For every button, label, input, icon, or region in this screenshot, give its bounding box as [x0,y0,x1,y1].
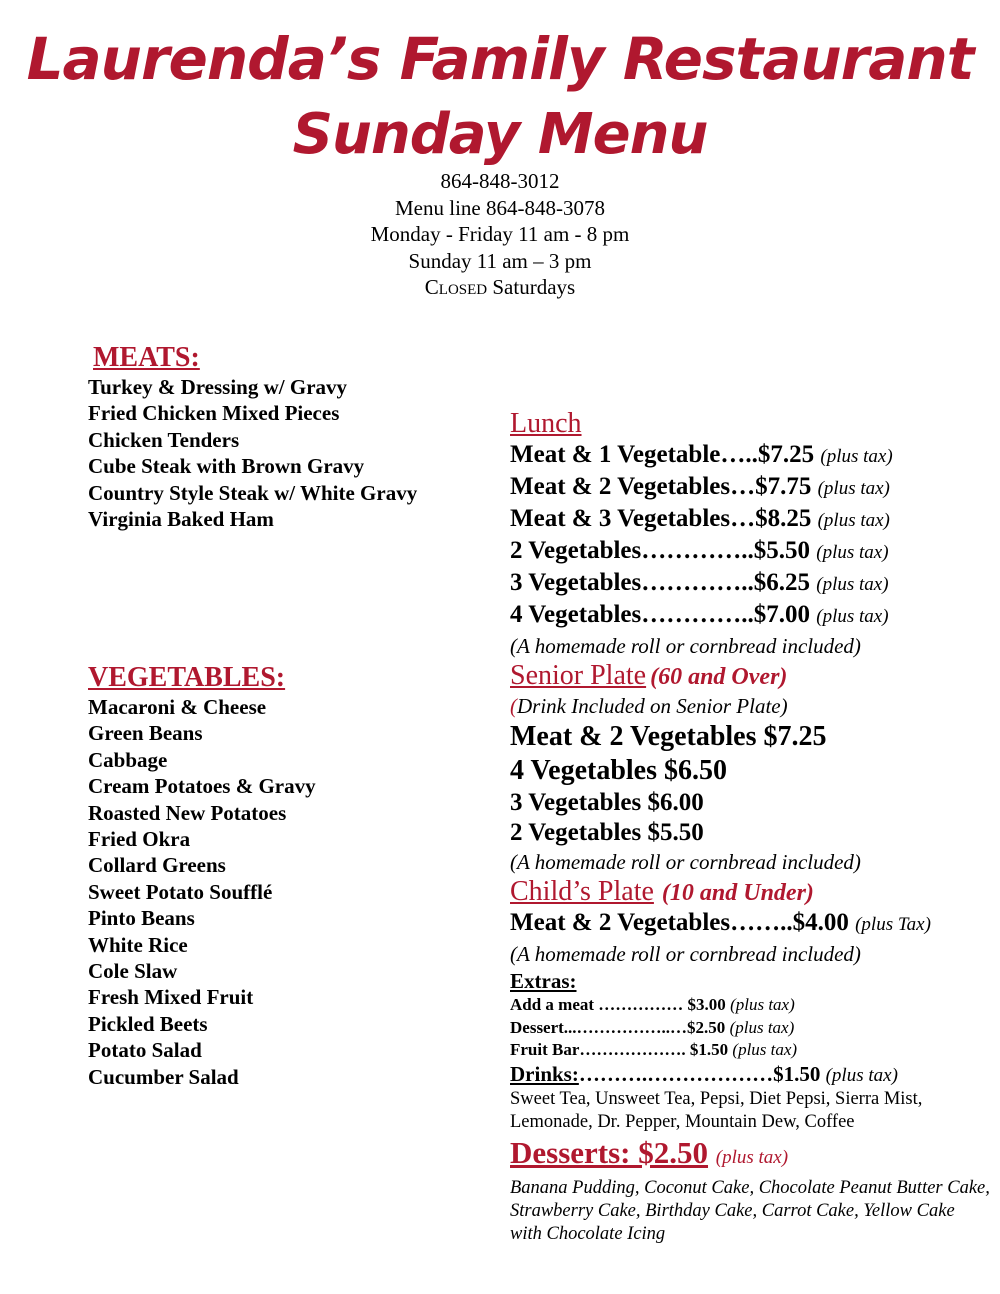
list-item: Sweet Potato Soufflé [88,879,273,904]
lunch-section [510,408,990,660]
list-item: Chicken Tenders [88,427,240,452]
desserts-row [510,1134,990,1177]
desserts-list: Banana Pudding, Coconut Cake, Chocolate Peanut Butter Cake, Strawberry Cake, Birthday Cake, Carrot Cake, Yellow Cake with Chocolate Icing [510,1177,990,1244]
list-item: Pickled Beets [88,1011,208,1036]
price-row [510,504,990,536]
extra-row [510,994,990,1017]
drinks-row [510,1062,990,1088]
tax-note: (plus tax) [820,446,893,467]
price-row [510,908,990,940]
tax-note: (plus tax) [715,1146,789,1168]
paren: ( [510,694,517,718]
meats-heading: MEATS: [93,342,200,373]
vegetables-list [88,694,488,1090]
child-note: (A homemade roll or cornbread included) [510,942,861,966]
list-item: Fried Okra [88,827,191,852]
extras-heading: Extras: [510,969,577,993]
hours-sunday: Sunday 11 am – 3 pm [408,248,592,273]
senior-section [510,660,990,876]
extra-row [510,1017,990,1040]
desserts-heading: Desserts: $2.50 [510,1134,709,1170]
lunch-heading: Lunch [510,408,582,439]
price-row [510,568,990,600]
tax-note: (plus tax) [816,606,889,627]
drinks-heading: Drinks: [510,1061,579,1086]
senior-age-note: (60 and Over) [650,664,788,690]
list-item: Macaroni & Cheese [88,695,267,719]
drinks-section [510,1062,990,1134]
tax-note: (plus tax) [817,478,890,499]
list-item: Turkey & Dressing w/ Gravy [88,375,348,399]
price-label: 3 Vegetables…………..$6.25 [510,569,810,596]
list-item: Cream Potatoes & Gravy [88,774,316,799]
list-item: Collard Greens [88,853,226,878]
closed-day: Saturdays [492,275,576,299]
extra-label: Fruit Bar………………. $1.50 [510,1040,729,1059]
hours-weekday: Monday - Friday 11 am - 8 pm [370,222,630,246]
meats-section [88,342,488,532]
list-item: Roasted New Potatoes [88,800,287,825]
list-item: Country Style Steak w/ White Gravy [88,480,418,505]
closed-word: Closed [424,275,488,299]
price-label: 4 Vegetables…………..$7.00 [510,601,810,628]
list-item: Potato Salad [88,1038,202,1063]
senior-item: 2 Vegetables $5.50 [510,819,704,846]
senior-item: 4 Vegetables $6.50 [510,755,727,786]
list-item: Cucumber Salad [88,1064,239,1089]
meats-list [88,374,488,532]
list-item: Fresh Mixed Fruit [88,985,254,1010]
tax-note: (plus tax) [732,1040,798,1059]
list-item: Cube Steak with Brown Gravy [88,454,365,479]
list-item: Cabbage [88,747,168,772]
extras-section [510,968,990,1062]
senior-item: Meat & 2 Vegetables $7.25 [510,721,827,752]
lunch-note: (A homemade roll or cornbread included) [510,634,861,658]
pricing-column [510,408,990,1246]
drinks-list: Sweet Tea, Unsweet Tea, Pepsi, Diet Pepsi, Sierra Mist, Lemonade, Dr. Pepper, Mountain Dew, Coffee [510,1088,923,1132]
price-row [510,600,990,632]
child-heading: Child’s Plate [510,876,654,907]
price-row [510,472,990,504]
menu-line: Menu line 864-848-3078 [395,195,605,220]
tax-note: (plus tax) [730,995,795,1014]
tax-note: (plus tax) [729,1017,795,1037]
restaurant-name: Laurenda’s Family Restaurant [26,25,974,93]
vegetables-heading: VEGETABLES: [88,662,286,693]
list-item: White Rice [88,932,188,957]
vegetables-section [88,662,488,1090]
tax-note: (plus Tax) [855,914,931,935]
extra-row [510,1039,990,1062]
senior-drink-text: Drink Included on Senior Plate) [517,694,788,718]
senior-item: 3 Vegetables $6.00 [510,789,704,816]
desserts-section [510,1134,990,1246]
tax-note: (plus tax) [825,1064,898,1086]
price-row [510,440,990,472]
child-age-note: (10 and Under) [661,880,814,906]
tax-note: (plus tax) [816,542,889,563]
phone-number: 864-848-3012 [440,169,560,193]
price-label: Meat & 2 Vegetables…$7.75 [510,473,812,500]
closed-notice [0,274,1000,301]
extra-label: Dessert...……………..…$2.50 [510,1017,726,1037]
price-label: Meat & 1 Vegetable…..$7.25 [510,441,815,468]
menu-title: Sunday Menu [292,102,708,167]
contact-info [0,168,1000,301]
senior-heading: Senior Plate [510,660,647,691]
tax-note: (plus tax) [816,574,889,595]
list-item: Virginia Baked Ham [88,507,274,532]
senior-drink-note [510,692,990,720]
child-section [510,876,990,968]
extra-label: Add a meat …………… $3.00 [510,995,726,1014]
list-item: Fried Chicken Mixed Pieces [88,401,340,426]
price-row [510,536,990,568]
list-item: Green Beans [88,721,203,746]
tax-note: (plus tax) [817,510,890,531]
list-item: Cole Slaw [88,959,178,984]
price-label: Meat & 2 Vegetables……..$4.00 [510,909,849,936]
senior-footnote: (A homemade roll or cornbread included) [510,850,861,874]
price-label: Meat & 3 Vegetables…$8.25 [510,505,812,532]
drinks-price: ……….………………$1.50 [578,1061,821,1086]
price-label: 2 Vegetables…………..$5.50 [510,537,810,564]
list-item: Pinto Beans [88,906,195,931]
